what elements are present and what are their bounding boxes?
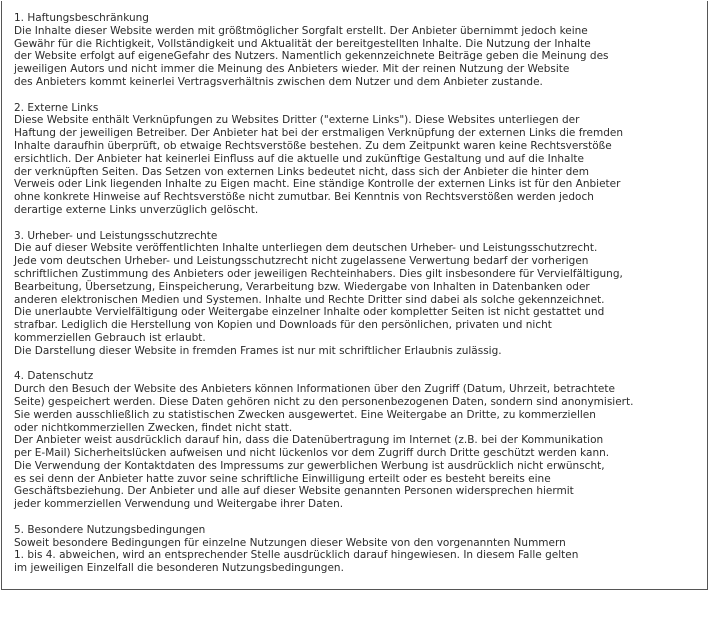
section-title: 2. Externe Links [14, 101, 99, 114]
section-text-line: Bearbeitung, Übersetzung, Einspeicherung, Verarbeitung bzw. Wiedergabe von Inhalten in Datenbanken oder [14, 280, 590, 293]
section-text-line: kommerziellen Gebrauch ist erlaubt. [14, 331, 206, 344]
section-text-line: ersichtlich. Der Anbieter hat keinerlei Einfluss auf die aktuelle und zukünftige Gestaltung und auf die Inhalte [14, 152, 584, 165]
disclaimer-content [14, 12, 704, 588]
section-text-line: Die Darstellung dieser Website in fremden Frames ist nur mit schriftlicher Erlaubnis zulässig. [14, 344, 502, 357]
section-text-line: Die Verwendung der Kontaktdaten des Impressums zur gewerblichen Werbung ist ausdrücklich nicht erwünscht, [14, 459, 605, 472]
section-text-line: jeweiligen Autors und nicht immer die Meinung des Anbieters wieder. Mit der reinen Nutzung der Website [14, 63, 570, 76]
section-text-line: Die Inhalte dieser Website werden mit größtmöglicher Sorgfalt erstellt. Der Anbieter übernimmt jedoch keine [14, 24, 588, 37]
section-text-line: Verweis oder Link liegenden Inhalte zu Eigen macht. Eine ständige Kontrolle der externen Links ist für den Anbieter [14, 178, 621, 191]
section-title: 5. Besondere Nutzungsbedingungen [14, 523, 206, 536]
section-text-line: 1. bis 4. abweichen, wird an entsprechender Stelle ausdrücklich darauf hingewiesen. In diesem Falle gelten [14, 549, 579, 562]
section-3 [14, 230, 704, 358]
section-text-line: Die unerlaubte Vervielfältigung oder Weitergabe einzelner Inhalte oder kompletter Seiten ist nicht gestattet und [14, 306, 605, 319]
section-text-line: Inhalte daraufhin überprüft, ob etwaige Rechtsverstöße bestehen. Zu dem Zeitpunkt waren keine Rechtsverstöße [14, 139, 612, 152]
section-4 [14, 370, 704, 511]
section-text-line: Geschäftsbeziehung. Der Anbieter und alle auf dieser Website genannten Personen widersprechen hiermit [14, 485, 574, 498]
section-text-line: oder nichtkommerziellen Zwecken, findet nicht statt. [14, 421, 293, 434]
section-text-line: der Website erfolgt auf eigeneGefahr des Nutzers. Namentlich gekennzeichnete Beiträge geben die Meinung des [14, 50, 609, 63]
section-text-line: derartige externe Links unverzüglich gelöscht. [14, 203, 259, 216]
section-text-line: Der Anbieter weist ausdrücklich darauf hin, dass die Datenübertragung im Internet (z.B. bei der Kommunikation [14, 434, 604, 447]
section-text-line: es sei denn der Anbieter hatte zuvor seine schriftliche Einwilligung erteilt oder es besteht bereits eine [14, 472, 551, 485]
section-text-line: der verknüpften Seiten. Das Setzen von externen Links bedeutet nicht, dass sich der Anbieter die hinter dem [14, 165, 589, 178]
section-text-line: Seite) gespeichert werden. Diese Daten gehören nicht zu den personenbezogenen Daten, sondern sind anonymisiert. [14, 395, 634, 408]
section-text-line: Soweit besondere Bedingungen für einzelne Nutzungen dieser Website von den vorgenannten Nummern [14, 536, 566, 549]
section-title: 4. Datenschutz [14, 370, 94, 383]
section-text-line: Jede vom deutschen Urheber- und Leistungsschutzrecht nicht zugelassene Verwertung bedarf der vorherigen [14, 255, 589, 268]
section-text-line: ohne konkrete Hinweise auf Rechtsverstöße nicht zumutbar. Bei Kenntnis von Rechtsverstößen werden jedoch [14, 191, 594, 204]
section-text-line: Die auf dieser Website veröffentlichten Inhalte unterliegen dem deutschen Urheber- und Leistungsschutzrecht. [14, 242, 598, 255]
section-text-line: des Anbieters kommt keinerlei Vertragsverhältnis zwischen dem Nutzer und dem Anbieter zustande. [14, 75, 543, 88]
section-text-line: im jeweiligen Einzelfall die besonderen Nutzungsbedingungen. [14, 562, 344, 575]
section-text-line: strafbar. Lediglich die Herstellung von Kopien und Downloads für den persönlichen, privaten und nicht [14, 319, 552, 332]
section-title: 1. Haftungsbeschränkung [14, 12, 149, 24]
section-text-line: schriftlichen Zustimmung des Anbieters oder jeweiligen Rechteinhabers. Dies gilt insbesondere für Vervielfältigung, [14, 267, 623, 280]
section-text-line: Diese Website enthält Verknüpfungen zu Websites Dritter ("externe Links"). Diese Websites unterliegen der [14, 114, 580, 127]
section-text-line: anderen elektronischen Medien und Systemen. Inhalte und Rechte Dritter sind dabei als solche gekennzeichnet. [14, 293, 605, 306]
section-2 [14, 102, 704, 217]
section-text-line: Sie werden ausschließlich zu statistischen Zwecken ausgewertet. Eine Weitergabe an Dritte, zu kommerziellen [14, 408, 596, 421]
section-title: 3. Urheber- und Leistungsschutzrechte [14, 229, 218, 242]
section-5 [14, 524, 704, 575]
section-text-line: jeder kommerziellen Verwendung und Weitergabe ihrer Daten. [14, 498, 344, 511]
section-1 [14, 12, 704, 89]
section-text-line: per E-Mail) Sicherheitslücken aufweisen und nicht lückenlos vor dem Zugriff durch Dritte geschützt werden kann. [14, 447, 610, 460]
section-text-line: Haftung der jeweiligen Betreiber. Der Anbieter hat bei der erstmaligen Verknüpfung der externen Links die fremden [14, 127, 623, 140]
document-frame [1, 1, 708, 590]
section-text-line: Gewähr für die Richtigkeit, Vollständigkeit und Aktualität der bereitgestellten Inhalte. Die Nutzung der Inhalte [14, 37, 591, 50]
section-text-line: Durch den Besuch der Website des Anbieters können Informationen über den Zugriff (Datum, Uhrzeit, betrachtete [14, 383, 615, 396]
